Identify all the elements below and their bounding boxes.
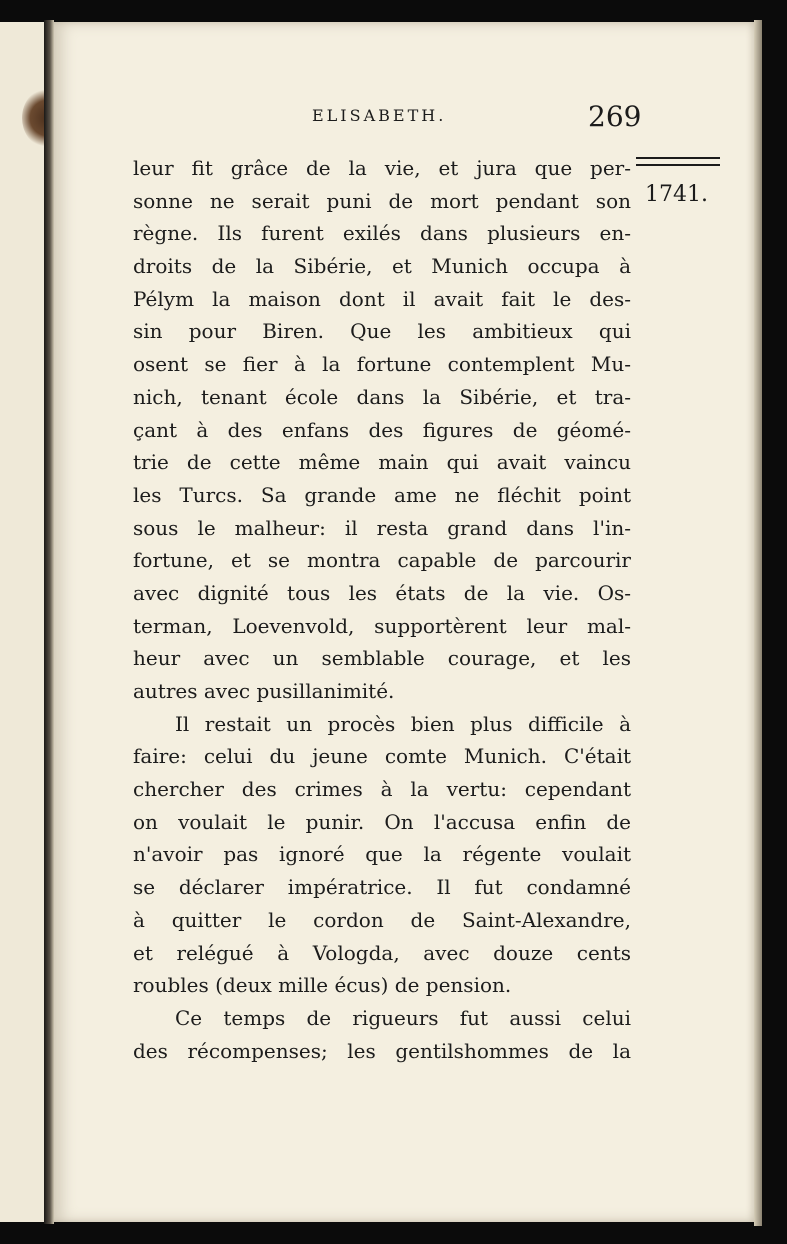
text-line: terman, Loevenvold, supportèrent leur mal- [133, 613, 631, 638]
running-title: ELISABETH. [312, 106, 447, 125]
text-line: faire: celui du jeune comte Munich. C'était [133, 744, 631, 769]
text-line: osent se fier à la fortune contemplent Mu- [133, 352, 631, 377]
text-line: se déclarer impératrice. Il fut condamné [133, 875, 631, 900]
text-line: roubles (deux mille écus) de pension. [133, 973, 512, 998]
text-line: Pélym la maison dont il avait fait le des- [133, 286, 631, 311]
text-line: Ce temps de rigueurs fut aussi celui [175, 1005, 631, 1030]
text-line: fortune, et se montra capable de parcourir [133, 548, 631, 573]
text-line: avec dignité tous les états de la vie. Os- [133, 580, 631, 605]
margin-year-note: 1741. [645, 182, 708, 207]
text-line: leur fit grâce de la vie, et jura que per- [133, 156, 631, 180]
book-gutter [44, 20, 54, 1224]
page-number: 269 [588, 100, 642, 133]
text-line: çant à des enfans des figures de géomé- [133, 417, 631, 442]
text-line: sin pour Biren. Que les ambitieux qui [133, 319, 631, 344]
text-line: heur avec un semblable courage, et les [133, 646, 631, 671]
text-line: nich, tenant école dans la Sibérie, et tra- [133, 384, 631, 409]
text-line: chercher des crimes à la vertu: cependant [133, 777, 631, 802]
facing-page-edge [0, 22, 47, 1222]
text-line: des récompenses; les gentilshommes de la [133, 1038, 631, 1063]
text-line: les Turcs. Sa grande ame ne fléchit point [133, 482, 631, 507]
text-line: on voulait le punir. On l'accusa enfin de [133, 809, 631, 834]
text-line: et relégué à Vologda, avec douze cents [133, 940, 631, 965]
page-fore-edge [754, 20, 762, 1226]
text-line: règne. Ils furent exilés dans plusieurs en- [133, 221, 631, 246]
text-line: sous le malheur: il resta grand dans l'in- [133, 515, 631, 540]
text-line: n'avoir pas ignoré que la régente voulait [133, 842, 631, 867]
text-line: trie de cette même main qui avait vaincu [133, 450, 631, 475]
margin-double-rule [636, 157, 720, 166]
text-line: à quitter le cordon de Saint-Alexandre, [133, 907, 631, 932]
body-text [133, 152, 631, 1067]
text-line: autres avec pusillanimité. [133, 679, 395, 703]
text-line: Il restait un procès bien plus difficile à [175, 711, 631, 736]
text-line: droits de la Sibérie, et Munich occupa à [133, 254, 631, 279]
text-line: sonne ne serait puni de mort pendant son [133, 188, 631, 213]
